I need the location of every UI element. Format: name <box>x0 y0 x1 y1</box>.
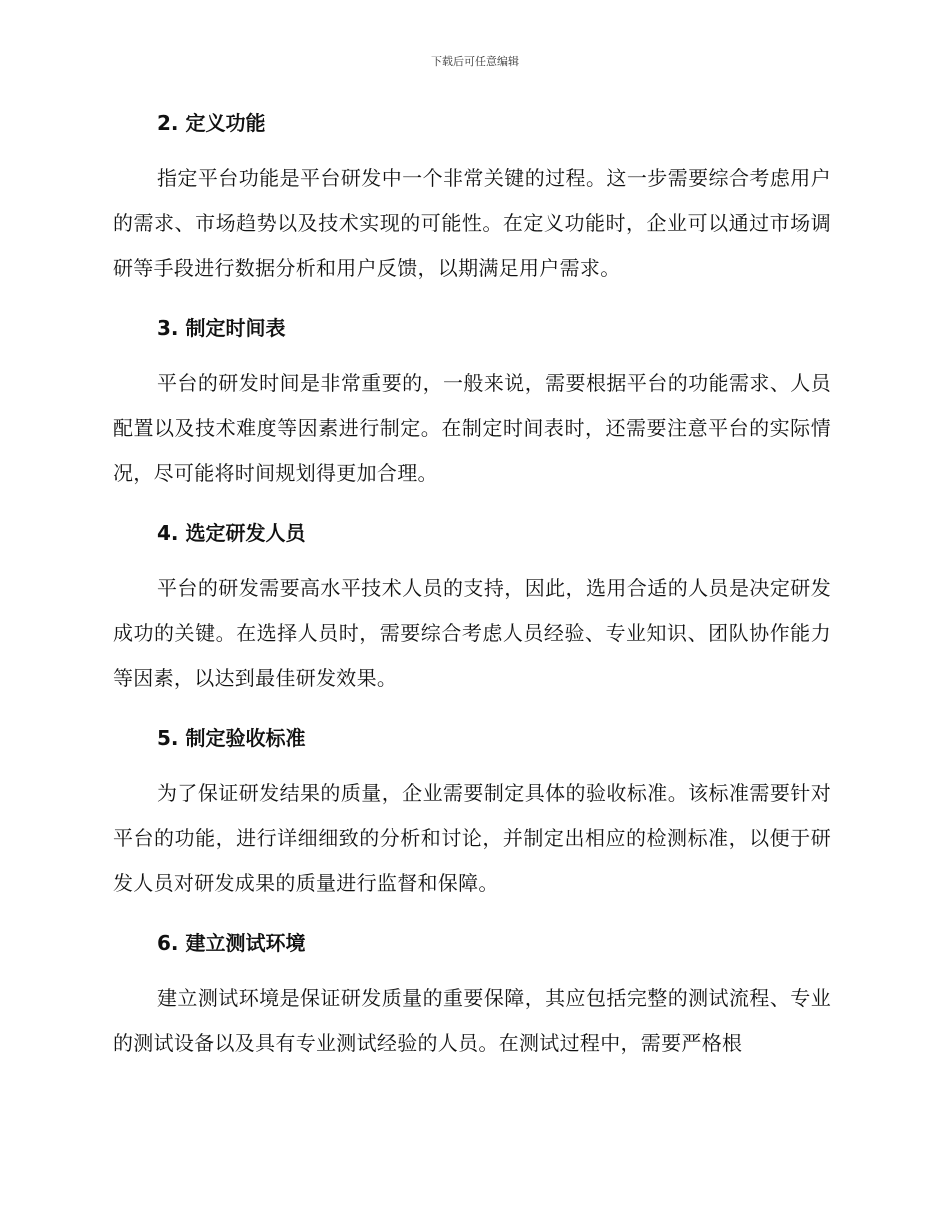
section-test-environment <box>113 928 831 1066</box>
section-heading: 5. 制定验收标准 <box>157 726 306 750</box>
section-heading: 3. 制定时间表 <box>157 316 286 340</box>
section-paragraph: 建立测试环境是保证研发质量的重要保障，其应包括完整的测试流程、专业的测试设备以及具有专业测试经验的人员。在测试过程中，需要严格根 <box>113 986 831 1055</box>
section-heading: 4. 选定研发人员 <box>157 521 306 545</box>
section-acceptance-criteria <box>113 723 831 906</box>
document-body <box>113 108 831 1088</box>
section-select-staff <box>113 518 831 701</box>
section-heading: 6. 建立测试环境 <box>157 931 306 955</box>
section-paragraph: 平台的研发时间是非常重要的，一般来说，需要根据平台的功能需求、人员配置以及技术难度等因素进行制定。在制定时间表时，还需要注意平台的实际情况，尽可能将时间规划得更加合理。 <box>113 371 831 485</box>
section-paragraph: 平台的研发需要高水平技术人员的支持，因此，选用合适的人员是决定研发成功的关键。在选择人员时，需要综合考虑人员经验、专业知识、团队协作能力等因素，以达到最佳研发效果。 <box>113 576 831 690</box>
section-paragraph: 为了保证研发结果的质量，企业需要制定具体的验收标准。该标准需要针对平台的功能，进行详细细致的分析和讨论，并制定出相应的检测标准，以便于研发人员对研发成果的质量进行监督和保障。 <box>113 781 831 895</box>
section-heading: 2. 定义功能 <box>157 111 266 135</box>
page-header: 下载后可任意编辑 <box>431 55 519 68</box>
section-paragraph: 指定平台功能是平台研发中一个非常关键的过程。这一步需要综合考虑用户的需求、市场趋势以及技术实现的可能性。在定义功能时，企业可以通过市场调研等手段进行数据分析和用户反馈，以期满足用户需求。 <box>113 166 831 280</box>
section-define-function <box>113 108 831 291</box>
section-schedule <box>113 313 831 496</box>
